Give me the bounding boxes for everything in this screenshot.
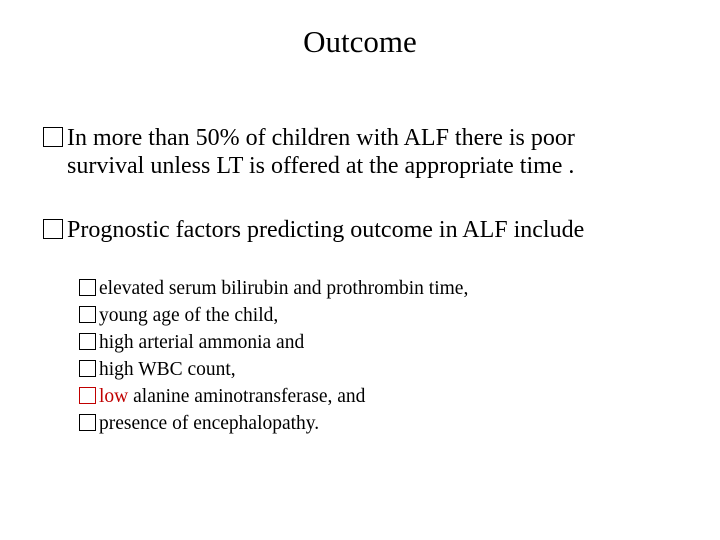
slide-title: Outcome [303,24,417,59]
list-item [79,275,468,302]
list-item-text: high WBC count, [99,359,236,380]
square-bullet-icon [43,219,63,239]
square-bullet-icon [79,387,96,404]
square-bullet-icon [79,360,96,377]
list-item [79,383,468,410]
list-item [79,302,468,329]
prognostic-factor-list [79,275,468,437]
list-item [79,356,468,383]
square-bullet-icon [79,306,96,323]
bullet-survival [43,124,575,180]
list-item [79,410,468,437]
list-item [79,329,468,356]
bullet-prognostic-text: Prognostic factors predicting outcome in ALF include [67,217,585,243]
list-item-text: alanine aminotransferase, and [128,386,366,407]
bullet-survival-line1: In more than 50% of children with ALF there is poor [67,125,575,151]
square-bullet-icon [79,279,96,296]
square-bullet-icon [79,333,96,350]
bullet-prognostic-factors [43,216,584,244]
bullet-survival-line2: survival unless LT is offered at the appropriate time . [67,153,575,179]
list-item-text: presence of encephalopathy. [99,413,320,434]
square-bullet-icon [79,414,96,431]
list-item-text: young age of the child, [99,305,279,326]
emphasis-text: low [99,386,129,407]
square-bullet-icon [43,127,63,147]
list-item-text: elevated serum bilirubin and prothrombin time, [99,278,469,299]
list-item-text: high arterial ammonia and [99,332,305,353]
